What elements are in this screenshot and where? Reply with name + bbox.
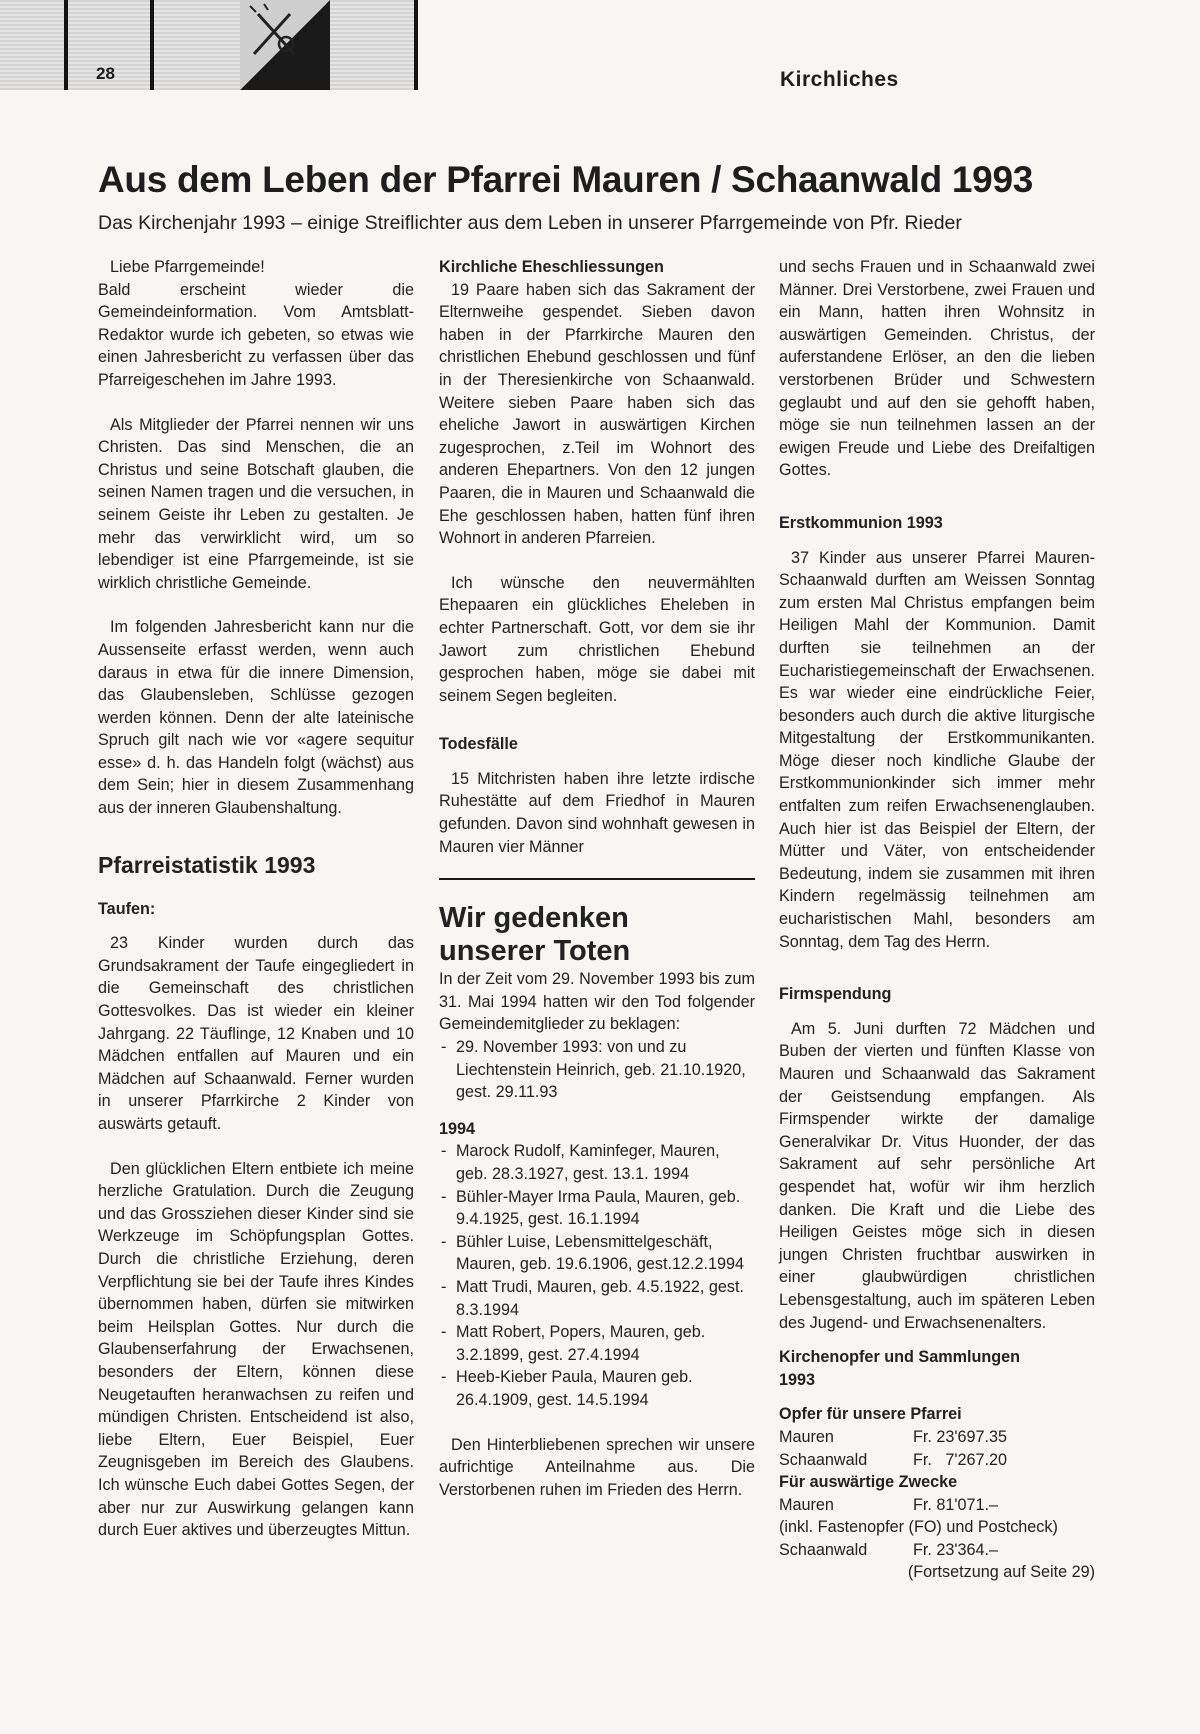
amount-row — [779, 1539, 1095, 1562]
column-2 — [439, 256, 755, 1501]
amount-row — [779, 1494, 1095, 1517]
paragraph: Am 5. Juni durften 72 Mädchen und Buben der vierten und fünften Klasse von Mauren und Schaanwald das Sakrament der Geistsendung empfangen. Als Firmspender wirkte der damalige Generalvikar Dr. Vitus Huonder, der das Sakrament auf sehr persönliche Art gespendet hat, wofür wir ihm herzlich danken. Die Kraft und die Liebe des Heiligen Geistes möge sich in diesen jungen Christen fruchtbar auswirken in einer glaubwürdigen christlichen Lebensgestaltung, auch im späteren Leben des Jugend- und Erwachsenenalters. — [779, 1019, 1095, 1332]
heading-line: 1993 — [779, 1370, 816, 1389]
paragraph: Bald erscheint wieder die Gemeindeinformation. Vom Amtsblatt-Redaktor wurde ich gebeten, so etwas wie einen Jahresbericht zu verfassen über das Pfarreigeschehen im Jahre 1993. — [98, 280, 414, 389]
continued-note: (Fortsetzung auf Seite 29) — [907, 1563, 1095, 1582]
paragraph: Den Hinterbliebenen sprechen wir unsere aufrichtige Anteilnahme aus. Die Verstorbenen ruhen im Frieden des Herrn. — [439, 1435, 755, 1499]
paragraph: und sechs Frauen und in Schaanwald zwei Männer. Drei Verstorbene, zwei Frauen und ein Mann, hatten ihren Wohnsitz in auswärtigen Gemeinden. Christus, der auferstandene Erlöser, an den die lieben verstorbenen Brüder und Schwestern geglaubt und auf den sie gehofft haben, möge sie nun teilnehmen lassen an der ewigen Freude und Liebe des Dreifaltigen Gottes. — [779, 258, 1095, 480]
list-item: - Matt Robert, Popers, Mauren, geb. 3.2.1899, gest. 27.4.1994 — [439, 1321, 755, 1366]
paragraph: Als Mitglieder der Pfarrei nennen wir uns Christen. Das sind Menschen, die an Christus und seine Botschaft glauben, die seinen Namen tragen und die versuchen, in seinem Geiste ihr Leben zu gestalten. Je mehr das verwirklicht wird, um so lebendiger ist eine Pfarrgemeinde, ist sie wirklich christliche Gemeinde. — [98, 415, 414, 592]
paragraph: Den glücklichen Eltern entbiete ich meine herzliche Gratulation. Durch die Zeugung und das Grossziehen dieser Kinder sind sie Werkzeuge im Schöpfungsplan Gottes. Durch die christliche Erziehung, deren Verpflichtung sie bei der Taufe ihres Kindes übernommen haben, dürfen sie mitwirken beim Heilsplan Gottes. Nur durch die Glaubenserfahrung der Erwachsenen, besonders der Eltern, können diese Neugetauften heranwachsen zu reifen und mündigen Christen. Entscheidend ist also, liebe Eltern, Euer Beispiel, Euer Zeugnisgeben im Bereich des Glaubens. Ich wünsche Euch dabei Gottes Segen, der aber nur zur Auswirkung gelangen kann durch Euer aktives und überzeugtes Mittun. — [98, 1159, 414, 1540]
death-list-1994 — [439, 1140, 755, 1411]
amount: Fr. 7'267.20 — [913, 1450, 1007, 1469]
place: Schaanwald — [779, 1450, 868, 1469]
header-divider — [64, 0, 68, 90]
amount-note: (inkl. Fastenopfer (FO) und Postcheck) — [779, 1518, 1058, 1537]
death-list-1993 — [439, 1036, 755, 1104]
subheading: Erstkommunion 1993 — [779, 513, 943, 532]
place: Mauren — [779, 1495, 834, 1514]
article-subtitle: Das Kirchenjahr 1993 – einige Streiflichter aus dem Leben in unserer Pfarrgemeinde von Pfr. Rieder — [98, 212, 962, 234]
paragraph: 37 Kinder aus unserer Pfarrei Mauren-Schaanwald durften am Weissen Sonntag zum ersten Mal Christus empfangen beim Heiligen Mahl der Kommunion. Damit durften sie teilnehmen an der Eucharistiegemeinschaft der Erwachsenen. Es war wieder eine eindrückliche Feier, besonders auch durch die aktive liturgische Mitgestaltung der Erstkommunikanten. Möge dieser noch kindliche Glaube der Erstkommunionkinder sich immer mehr entfalten zum reifen Erwachsenenglauben. Auch hier ist das Beispiel der Eltern, der Mütter und Väter, von entscheidender Bedeutung, indem sie zusammen mit ihren Kindern regelmässig teilnehmen am eucharistischen Mahl, besonders am Sonntag, dem Tag des Herrn. — [779, 548, 1095, 951]
subheading: Todesfälle — [439, 735, 518, 754]
divider-rule — [439, 878, 755, 880]
list-item: - Bühler Luise, Lebensmittelgeschäft, Mauren, geb. 19.6.1906, gest.12.2.1994 — [439, 1231, 755, 1276]
subheading — [779, 1346, 1095, 1391]
amount: Fr. 23'697.35 — [913, 1427, 1007, 1446]
column-1 — [98, 256, 414, 1542]
paragraph: 19 Paare haben sich das Sakrament der Elternweihe gespendet. Sieben davon haben in der Pfarrkirche Mauren den christlichen Ehebund geschlossen und fünf in der Theresienkirche von Schaanwald. Weitere sieben Paare haben sich das eheliche Jawort in auswärtigen Kirchen zugesprochen, z.Teil im Wohnort des anderen Ehepartners. Von den 12 jungen Paaren, die in Mauren und Schaanwald die Ehe geschlossen haben, hatten fünf ihren Wohnort in anderen Pfarreien. — [439, 280, 755, 548]
section-heading: Pfarreistatistik 1993 — [98, 851, 316, 878]
list-item: - 29. November 1993: von und zu Liechtenstein Heinrich, geb. 21.10.1920, gest. 29.11.93 — [439, 1036, 755, 1104]
list-item: - Marock Rudolf, Kaminfeger, Mauren, geb. 28.3.1927, gest. 13.1. 1994 — [439, 1140, 755, 1185]
header-divider — [150, 0, 154, 90]
list-item: - Matt Trudi, Mauren, geb. 4.5.1922, gest. 8.3.1994 — [439, 1276, 755, 1321]
heading-line: unserer Toten — [439, 935, 631, 968]
paragraph: Ich wünsche den neuvermählten Ehepaaren ein glückliches Eheleben in echter Partnerschaft. Gott, vor dem sie ihr Jawort zum christlichen Ehebund gesprochen haben, möge sie dabei mit seinem Segen begleiten. — [439, 573, 755, 705]
paragraph: 23 Kinder wurden durch das Grundsakrament der Taufe eingegliedert in die Gemeinschaft des christlichen Gottesvolkes. Das ist wieder ein kleiner Jahrgang. 22 Täuflinge, 12 Knaben und 10 Mädchen entfallen auf Mauren und ein Mädchen auf Schaanwald. Ferner wurden in unserer Pfarrkirche 2 Kinder von auswärts getauft. — [98, 934, 414, 1133]
amount-row — [779, 1449, 1095, 1472]
header-divider — [414, 0, 418, 90]
greeting: Liebe Pfarrgemeinde! — [110, 258, 265, 276]
place: Schaanwald — [779, 1540, 868, 1559]
section-heading — [439, 902, 755, 968]
amount: Fr. 81'071.– — [913, 1495, 998, 1514]
amount-row — [779, 1426, 1095, 1449]
church-emblem-icon — [240, 0, 330, 90]
list-item: - Heeb-Kieber Paula, Mauren geb. 26.4.1909, gest. 14.5.1994 — [439, 1366, 755, 1411]
subheading: Firmspendung — [779, 985, 892, 1004]
list-item: - Bühler-Mayer Irma Paula, Mauren, geb. 9.4.1925, gest. 16.1.1994 — [439, 1186, 755, 1231]
subheading: Für auswärtige Zwecke — [779, 1473, 958, 1492]
heading-line: Wir gedenken — [439, 902, 629, 935]
subheading: 1994 — [439, 1119, 476, 1138]
page-number: 28 — [96, 64, 115, 83]
paragraph: In der Zeit vom 29. November 1993 bis zum 31. Mai 1994 hatten wir den Tod folgender Gemeindemitglieder zu beklagen: — [439, 970, 755, 1034]
place: Mauren — [779, 1427, 834, 1446]
subheading: Opfer für unsere Pfarrei — [779, 1405, 962, 1424]
paragraph: Im folgenden Jahresbericht kann nur die Aussenseite erfasst werden, wenn auch daraus in etwa für die innere Dimension, das Glaubensleben, Schlüsse gezogen werden können. Denn der alte lateinische Spruch gilt nach wie vor «agere sequitur esse» d. h. das Handeln folgt (wächst) aus dem Sein; hier in diesem Zusammenhang aus der inneren Glaubenshaltung. — [98, 618, 414, 818]
amount: Fr. 23'364.– — [913, 1540, 998, 1559]
article-title: Aus dem Leben der Pfarrei Mauren / Schaanwald 1993 — [98, 159, 1034, 200]
header-band — [0, 0, 1200, 90]
subheading: Kirchliche Eheschliessungen — [439, 258, 664, 276]
section-label: Kirchliches — [780, 68, 899, 91]
paragraph: 15 Mitchristen haben ihre letzte irdische Ruhestätte auf dem Friedhof in Mauren gefunden. Davon sind wohnhaft gewesen in Mauren vier Männer — [439, 769, 755, 856]
column-3 — [779, 256, 1095, 1584]
subheading: Taufen: — [98, 899, 156, 918]
heading-line: Kirchenopfer und Sammlungen — [779, 1348, 1021, 1367]
